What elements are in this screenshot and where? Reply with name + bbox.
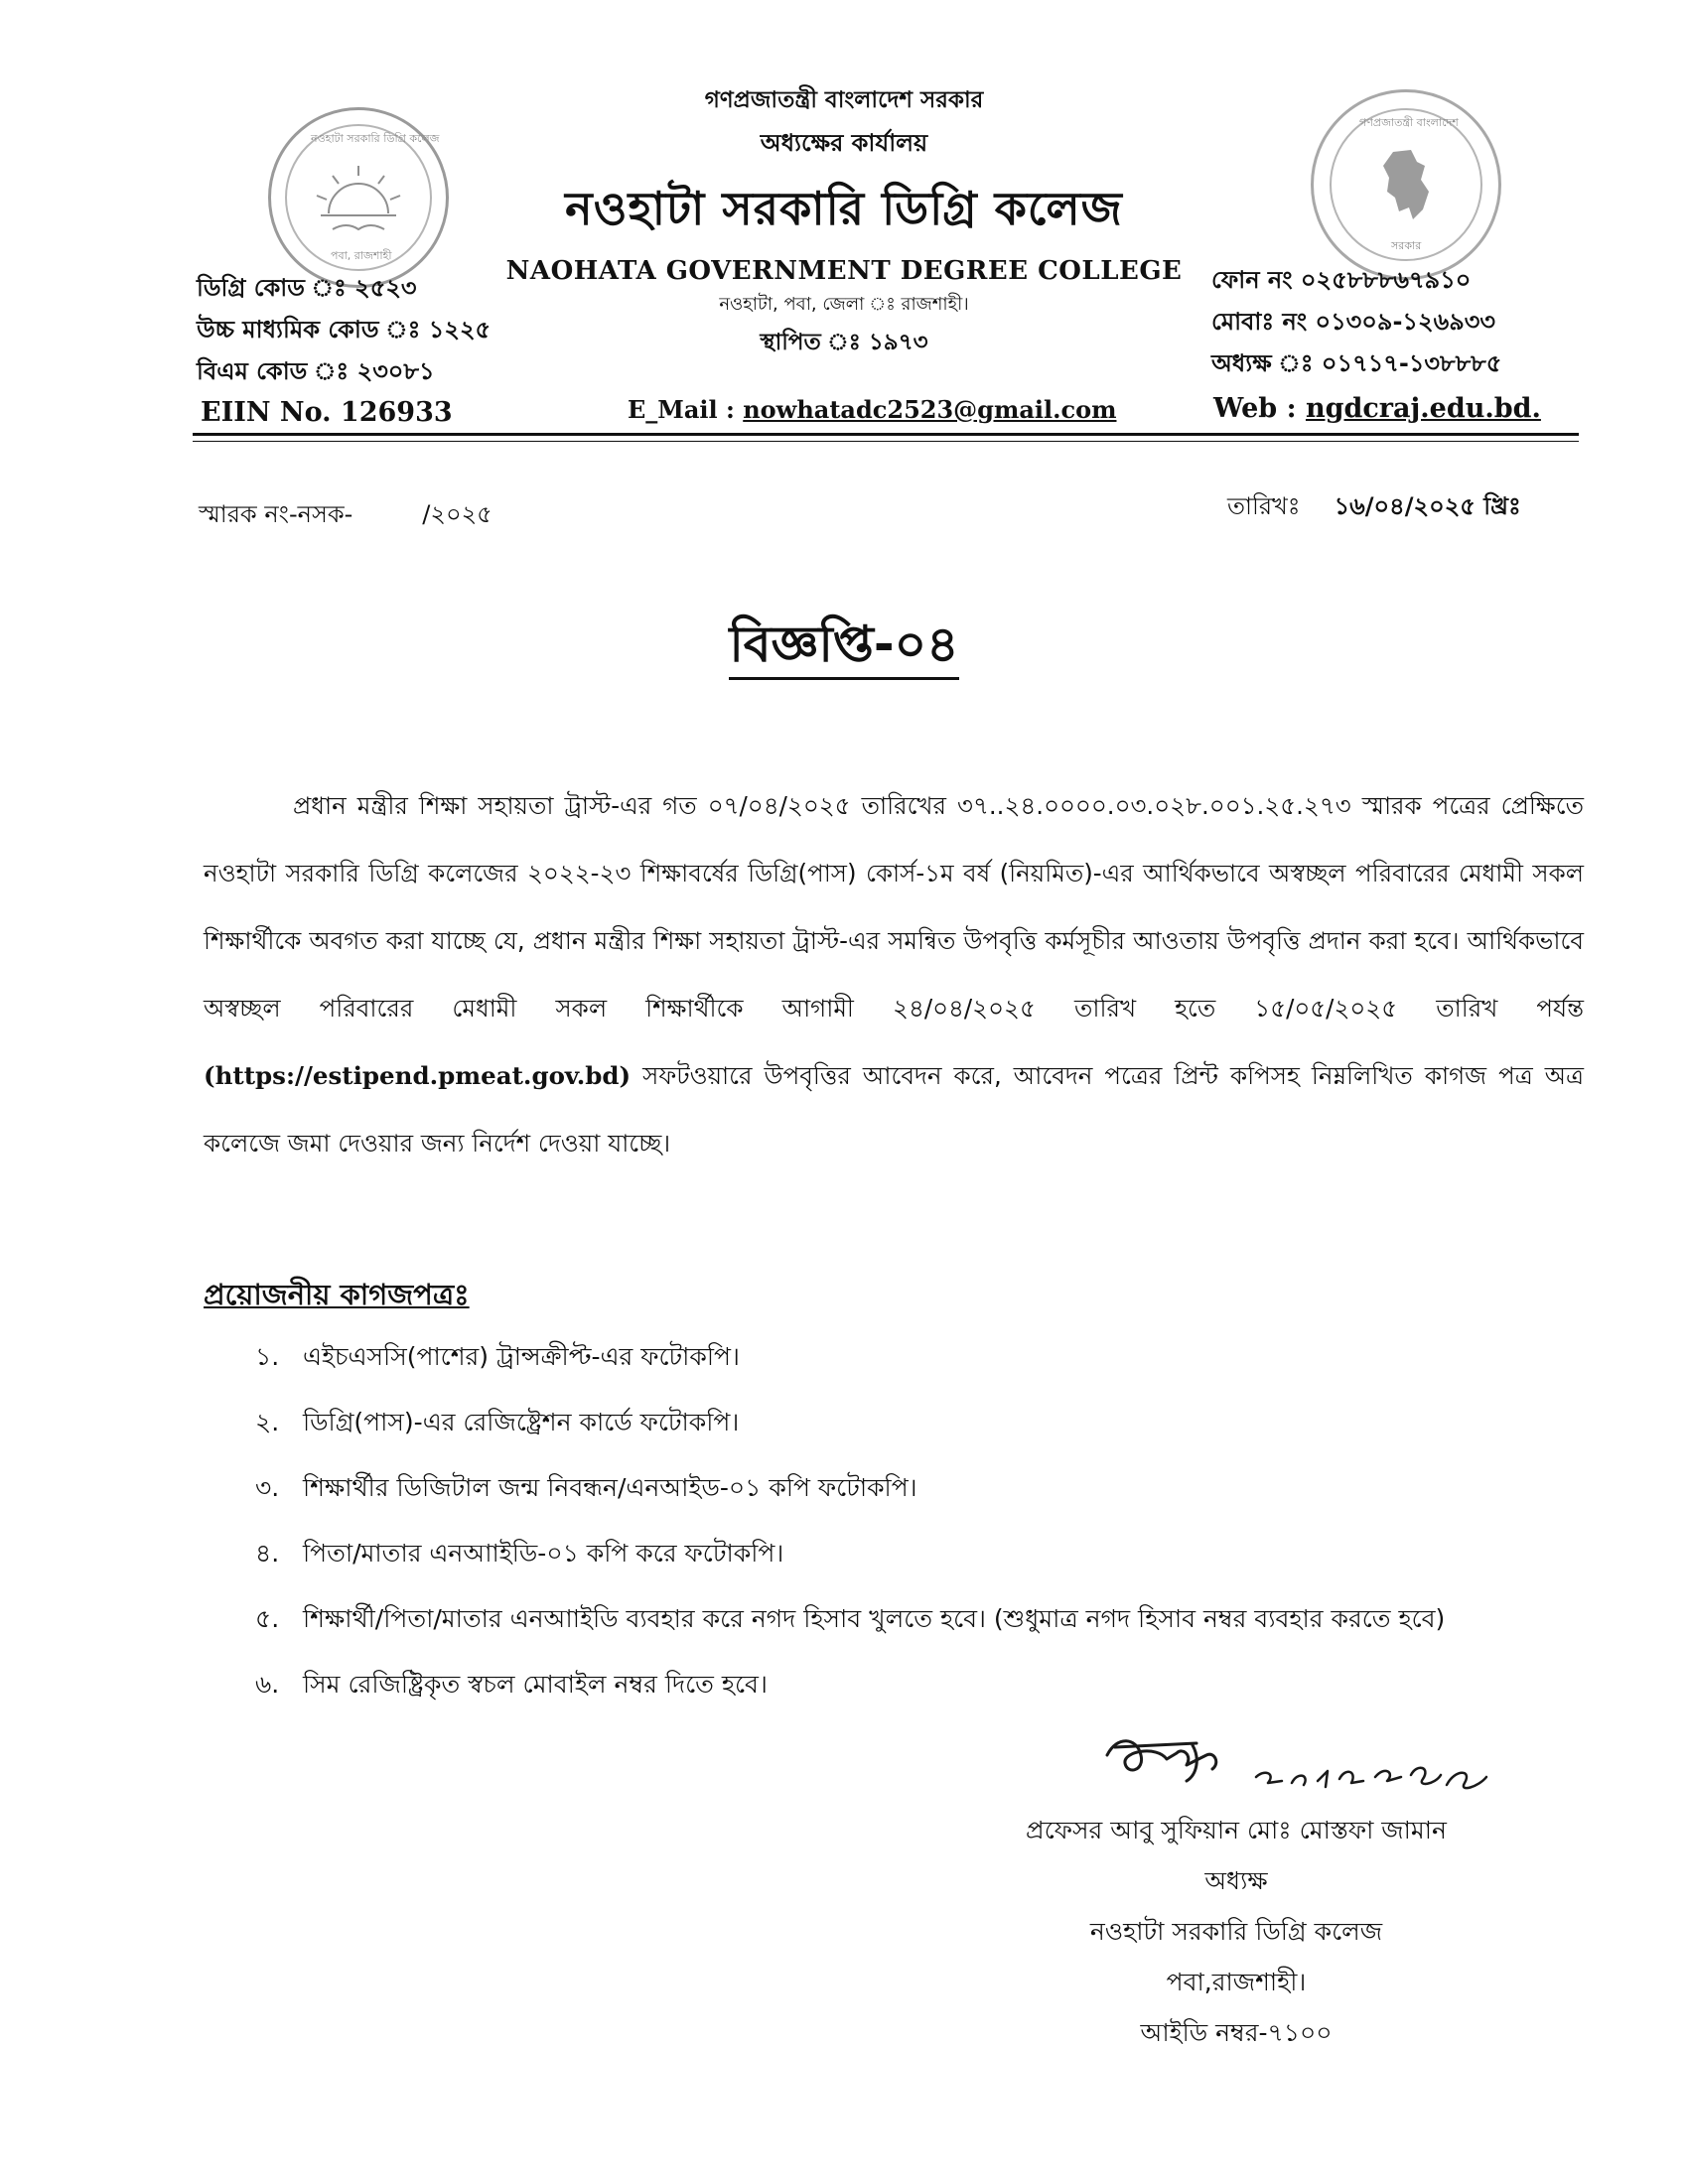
signatory-designation: অধ্যক্ষ [1204,1866,1268,1895]
government-line: গণপ্রজাতন্ত্রী বাংলাদেশ সরকার [704,87,984,113]
memo-number: /২০২৫ [422,500,492,528]
office-line: অধ্যক্ষের কার্যালয় [760,129,928,157]
signatory-id: আইডি নম্বর-৭১০০ [1140,2018,1333,2047]
phone-number: ফোন নং ০২৫৮৮৮৬৭৯১০ [1211,266,1472,294]
signatory-college: নওহাটা সরকারি ডিগ্রি কলেজ [1089,1917,1383,1946]
government-seal [1311,89,1501,280]
email-label: E_Mail : [628,395,744,424]
email-line [628,395,1117,424]
item-text: ডিগ্রি(পাস)-এর রেজিষ্ট্রেশন কার্ডে ফটোকপি। [303,1408,740,1436]
item-number: ২. [255,1408,280,1436]
signatory-name: প্রফেসর আবু সুফিয়ান মোঃ মোস্তফা জামান [1026,1816,1447,1844]
college-seal [268,107,449,288]
seal-bottom-text: পবা, রাজশাহী [331,249,392,262]
notice-title-text: বিজ্ঞপ্তি-০৪ [729,615,958,680]
established-year: স্থাপিত ঃ ১৯৭৩ [760,330,928,355]
header-divider [193,433,1579,436]
seal-text: গণপ্রজাতন্ত্রী বাংলাদেশ [1359,116,1459,129]
header-divider-thin [193,441,1579,442]
item-number: ৩. [255,1473,280,1502]
item-number: ৪. [255,1539,280,1568]
eiin-number: EIIN No. 126933 [201,397,453,428]
body-text-2: সফটওয়ারে উপবৃত্তির আবেদন করে, আবেদন পত্রের প্রিন্ট কপিসহ নিম্নলিখিত কাগজ পত্র অত্র কলেজে জমা দেওয়ার জন্য নির্দেশ দেওয়া যাচ্ছে। [204,1061,1584,1158]
handwritten-signature [1097,1725,1514,1815]
seal-bottom-text: সরকার [1391,239,1422,252]
degree-code: ডিগ্রি কোড ঃ ২৫২৩ [197,274,417,302]
stipend-url[interactable]: (https://estipend.pmeat.gov.bd) [204,1061,632,1090]
date-label: তারিখঃ [1227,492,1301,520]
item-text: এইচএসসি(পাশের) ট্রান্সক্রীপ্ট-এর ফটোকপি। [303,1342,740,1371]
list-item [204,1455,1584,1521]
college-name-en: NAOHATA GOVERNMENT DEGREE COLLEGE [505,256,1183,286]
body-text-1: প্রধান মন্ত্রীর শিক্ষা সহায়তা ট্রাস্ট-এর গত ০৭/০৪/২০২৫ তারিখের ৩৭..২৪.০০০০.০৩.০২৮.০০১.২৫.২৭৩ স্মারক পত্রের প্রেক্ষিতে নওহাটা সরকারি ডিগ্রি কলেজের ২০২২-২৩ শিক্ষাবর্ষের ডিগ্রি(পাস) কোর্স-১ম বর্ষ (নিয়মিত)-এর আর্থিকভাবে অস্বচ্ছল পরিবারের মেধামী সকল শিক্ষার্থীকে অবগত করা যাচ্ছে যে, প্রধান মন্ত্রীর শিক্ষা সহায়তা ট্রাস্ট-এর সমন্বিত উপবৃত্তি কর্মসূচীর আওতায় উপবৃত্তি প্রদান করা হবে। আর্থিকভাবে অস্বচ্ছল পরিবারের মেধামী সকল শিক্ষার্থীকে আগামী ২৪/০৪/২০২৫ তারিখ হতে ১৫/০৫/২০২৫ তারিখ পর্যন্ত [204,791,1584,1023]
notice-title [645,608,1043,690]
item-number: ৫. [255,1604,280,1633]
list-item [204,1521,1584,1586]
email-link[interactable]: nowhatadc2523@gmail.com [743,395,1117,424]
web-link[interactable]: ngdcraj.edu.bd. [1305,393,1541,424]
requirements-heading: প্রয়োজনীয় কাগজপত্রঃ [204,1278,470,1311]
hsc-code: উচ্চ মাধ্যমিক কোড ঃ ১২২৫ [197,316,492,343]
item-number: ১. [255,1342,280,1371]
item-text: শিক্ষার্থীর ডিজিটাল জন্ম নিবন্ধন/এনআইড-০১ কপি ফটোকপি। [303,1473,917,1502]
signature-block [914,1805,1559,2058]
seal-text: নওহাটা সরকারি ডিগ্রি কলেজ [311,132,440,145]
memo-label: স্মারক নং-নসক- [199,500,353,528]
date-line [1227,488,1521,528]
list-item [204,1652,1584,1717]
web-label: Web : [1213,393,1306,424]
item-number: ৬. [255,1670,280,1699]
list-item [204,1390,1584,1455]
memo-line [199,496,492,536]
item-text: সিম রেজিষ্ট্রিকৃত স্বচল মোবাইল নম্বর দিতে হবে। [303,1670,768,1699]
signatory-place: পবা,রাজশাহী। [1166,1968,1307,1996]
date-value: ১৬/০৪/২০২৫ খ্রিঃ [1334,492,1521,520]
bm-code: বিএম কোড ঃ ২৩০৮১ [197,357,435,385]
notice-body [204,772,1584,1177]
college-address: নওহাটা, পবা, জেলা ঃ রাজশাহী। [719,294,969,315]
web-line [1213,393,1541,424]
mobile-number: মোবাঃ নং ০১৩০৯-১২৬৯৩৩ [1211,308,1495,336]
item-text: পিতা/মাতার এনআাইডি-০১ কপি করে ফটোকপি। [303,1539,784,1568]
item-text: শিক্ষার্থী/পিতা/মাতার এনআাইডি ব্যবহার করে নগদ হিসাব খুলতে হবে। (শুধুমাত্র নগদ হিসাব নম্বর ব্যবহার করতে হবে) [303,1604,1446,1633]
list-item [204,1324,1584,1390]
list-item [204,1586,1584,1652]
requirements-list [204,1324,1584,1717]
college-name-bn: নওহাটা সরকারি ডিগ্রি কলেজ [565,182,1123,235]
principal-number: অধ্যক্ষ ঃ ০১৭১৭-১৩৮৮৮৫ [1211,349,1502,377]
